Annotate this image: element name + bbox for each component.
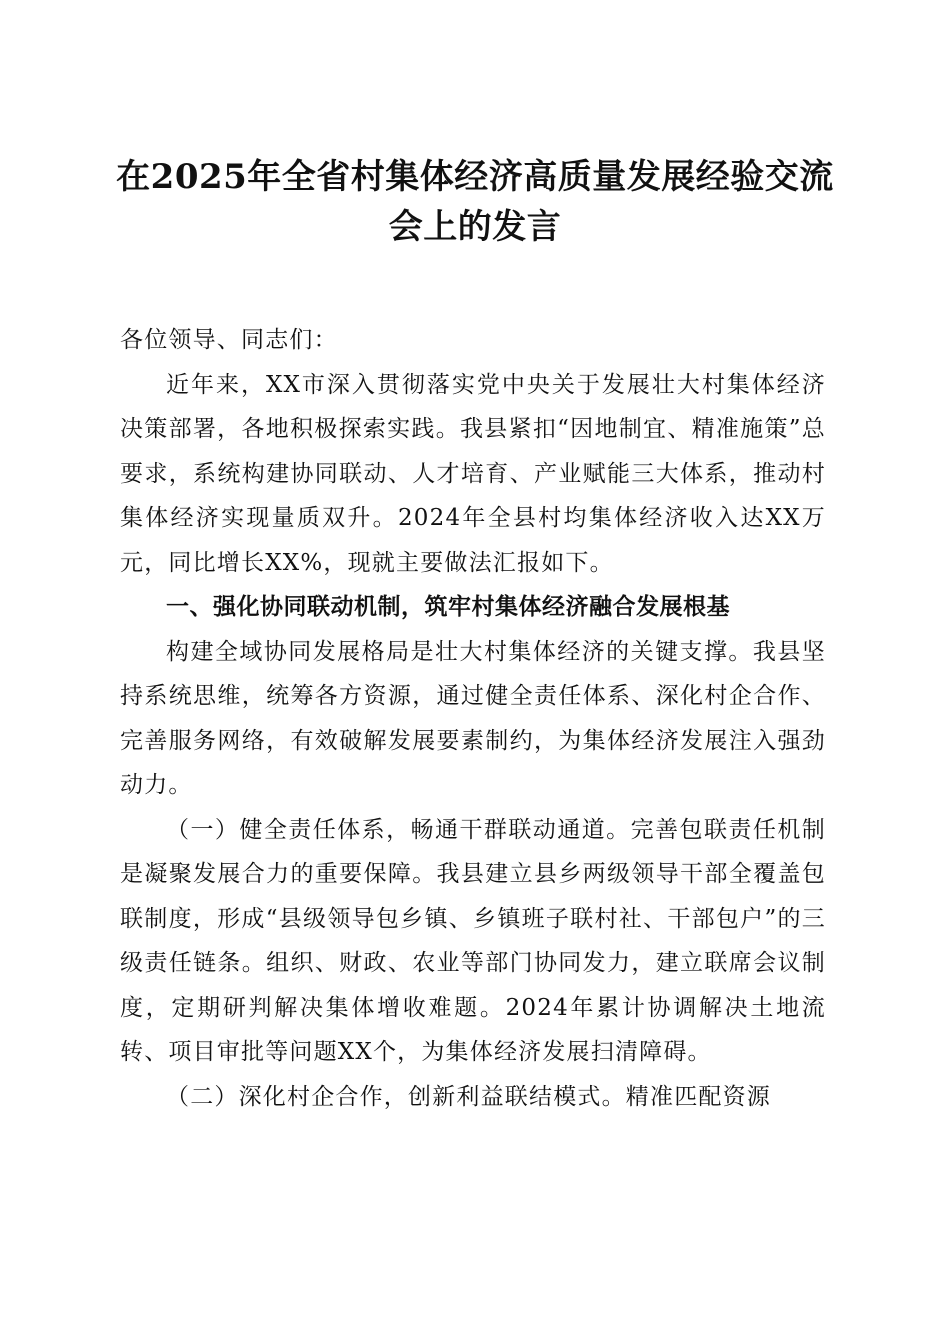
section-heading-1: 一、强化协同联动机制，筑牢村集体经济融合发展根基 <box>166 594 730 620</box>
document-body <box>120 318 826 1119</box>
section-1-paragraph: 构建全域协同发展格局是壮大村集体经济的关键支撑。我县坚持系统思维，统筹各方资源，通过健全责任体系、深化村企合作、完善服务网络，有效破解发展要素制约，为集体经济发展注入强劲动力。 <box>120 638 826 798</box>
document-title: 在2025年全省村集体经济高质量发展经验交流会上的发言 <box>116 157 834 247</box>
intro-paragraph: 近年来，XX市深入贯彻落实党中央关于发展壮大村集体经济决策部署，各地积极探索实践。我县紧扣“因地制宜、精准施策”总要求，系统构建协同联动、人才培育、产业赋能三大体系，推动村集体经济实现量质双升。2024年全县村均集体经济收入达XX万元，同比增长XX%，现就主要做法汇报如下。 <box>120 371 826 576</box>
salutation: 各位领导、同志们： <box>120 327 338 353</box>
subsection-2-paragraph: （二）深化村企合作，创新利益联结模式。精准匹配资源 <box>166 1083 771 1110</box>
subsection-1-paragraph: （一）健全责任体系，畅通干群联动通道。完善包联责任机制是凝聚发展合力的重要保障。我县建立县乡两级领导干部全覆盖包联制度，形成“县级领导包乡镇、乡镇班子联村社、干部包户”的三级责任链条。组织、财政、农业等部门协同发力，建立联席会议制度，定期研判解决集体增收难题。2024年累计协调解决土地流转、项目审批等问题XX个，为集体经济发展扫清障碍。 <box>120 816 826 1065</box>
